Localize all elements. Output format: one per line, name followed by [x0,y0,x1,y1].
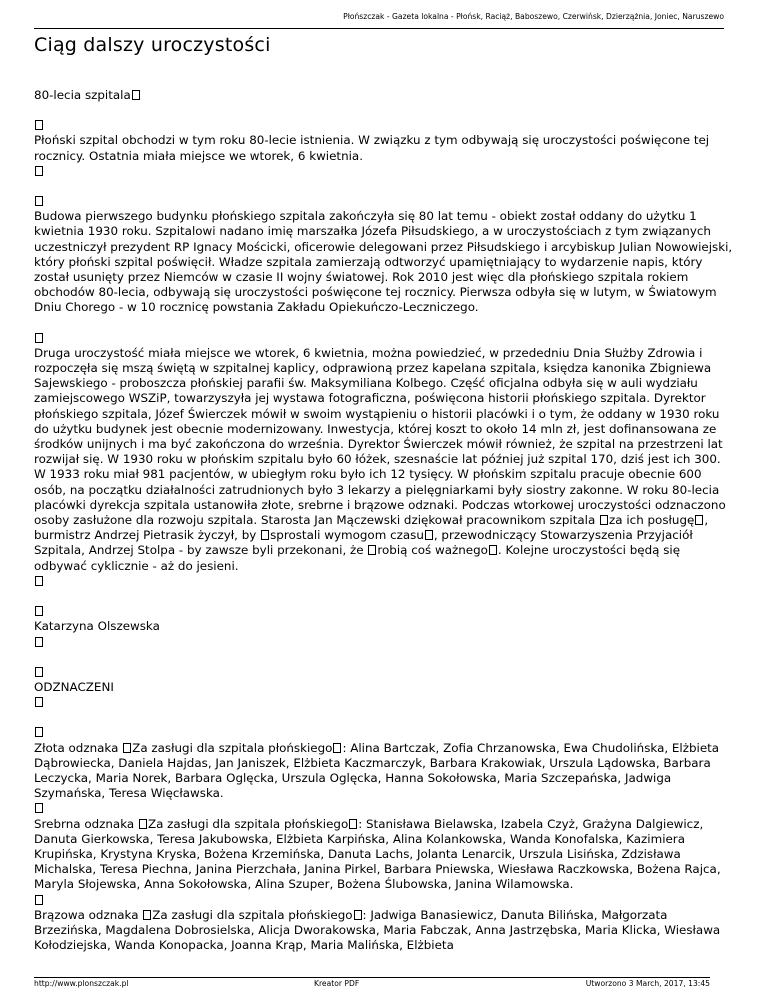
article-body [34,88,734,953]
ceremony-text-1: Druga uroczystość miała miejsce we wtorek, 6 kwietnia, można powiedzieć, w przededniu Dnia Służby Zdrowia i rozpoczęła się mszą świętą w szpitalnej kaplicy, odprawioną przez kapelana szpitala, księdza kanonika Zbigniewa Sajewskiego - proboszcza płońskiej parafii św. Maksymiliana Kolbego. Część oficjalna odbyła się w auli wydziału zamiejscowego WSZiP, towarzyszyła jej wystawa fotograficzna, poświęcona historii płońskiego szpitala. Dyrektor płońskiego szpitala, Józef Świerczek mówił w swoim wystąpieniu o historii placówki i o tym, że oddany w 1930 roku do użytku budynek jest obecnie modernizowany. Inwestycja, której koszt to około 14 mln zł, jest dofinansowana ze środków unijnych i ma być zakończona do września. Dyrektor Świerczek mówił również, że szpital na przestrzeni lat rozwijał się. W 1930 roku w płońskim szpitalu było 60 łóżek, szesnaście lat później już szpital 170, dziś jest ich 300. W 1933 roku miał 981 pacjentów, w ubiegłym roku było ich 12 tysięcy. W płońskim szpitalu pracuje obecnie 600 osób, na początku działalności zatrudnionych było 3 lekarzy a pielęgniarkami były siostry zakonne. W roku 80-lecia placówki dyrekcja szpitala ustanowiła złote, srebrne i brązowe odznaki. Podczas wtorkowej uroczystości odznaczono osoby zasłużone dla rozwoju szpitala. Starosta Jan Mączewski dziękował pracownikom szpitala [34,345,726,528]
gold-recipients: : Alina Bartczak, Zofia Chrzanowska, Ewa Chudolińska, Elżbieta Dąbrowiecka, Daniela Hajdas, Jan Janiszek, Elżbieta Kaczmarczyk, Barbara Krakowiak, Urszula Lądowska, Barbara Leczycka, Maria Norek, Barbara Oglęcka, Urszula Oglęcka, Hanna Sokołowska, Maria Szczepańska, Jadwiga Szymańska, Teresa Więcławska. [34,740,720,801]
missing-glyph-icon [261,530,269,540]
page-header [34,10,724,29]
bronze-recipients: : Jadwiga Banasiewicz, Danuta Bilińska, Małgorzata Brzezińska, Magdalena Dobrosielska, Alicja Dworakowska, Maria Fabczak, Anna Jastrzębska, Maria Klicka, Wiesława Kołodziejska, Wanda Konopacka, Joanna Krąp, Maria Malińska, Elżbieta [34,907,721,953]
missing-glyph-icon [35,637,43,647]
paragraph-awards [34,725,734,953]
bronze-award-name: Za zasługi dla szpitala płońskiego [152,907,353,922]
paragraph-author [34,604,734,650]
missing-glyph-icon [354,910,362,920]
missing-glyph-icon [35,196,43,206]
missing-glyph-icon [35,667,43,677]
missing-glyph-icon [35,576,43,586]
gold-label: Złota odznaka [34,740,123,755]
silver-recipients: : Stanisława Bielawska, Izabela Czyż, Grażyna Dalgiewicz, Danuta Gierkowska, Teresa Jakubowska, Elżbieta Karpińska, Alina Kolankowska, Wanda Konofalska, Kazimiera Krupińska, Krystyna Kryska, Bożena Krzemińska, Danuta Lachs, Jolanta Lenarcik, Urszula Lisińska, Zdzisława Michalska, Teresa Piechna, Janina Pierzchała, Janina Pirkel, Barbara Pniewska, Wiesława Raczkowska, Bożena Rajca, Maryla Słojewska, Anna Sokołowska, Alina Szuper, Bożena Ślubowska, Janina Wilamowska. [34,816,721,892]
ceremony-text-6: robią coś ważnego [377,543,488,558]
intro-text: Płoński szpital obchodzi w tym roku 80-lecie istnienia. W związku z tym odbywają się uroczystości poświęcone tej rocznicy. Ostatnia miała miejsce we wtorek, 6 kwietnia. [34,133,710,163]
missing-glyph-icon [425,530,433,540]
missing-glyph-icon [35,727,43,737]
author-name: Katarzyna Olszewska [34,619,160,634]
missing-glyph-icon [123,743,131,753]
missing-glyph-icon [349,819,357,829]
missing-glyph-icon [35,895,43,905]
subtitle-text: 80-lecia szpitala [34,88,131,102]
footer-url-link[interactable]: http://www.plonszczak.pl [34,979,129,988]
ceremony-text-2: za ich posługę [609,513,695,528]
missing-glyph-icon [35,803,43,813]
missing-glyph-icon [143,910,151,920]
bronze-label: Brązowa odznaka [34,907,143,922]
header-text: Płońszczak - Gazeta lokalna - Płońsk, Raciąż, Baboszewo, Czerwińsk, Dzierzążnia, Joniec, Naruszewo [343,12,724,21]
missing-glyph-icon [139,819,147,829]
missing-glyph-icon [35,333,43,343]
silver-label: Srebrna odznaka [34,816,138,831]
missing-glyph-icon [695,515,703,525]
missing-glyph-icon [35,120,43,130]
missing-glyph-icon [600,515,608,525]
missing-glyph-icon [35,697,43,707]
missing-glyph-icon [132,90,140,100]
missing-glyph-icon [368,545,376,555]
missing-glyph-icon [489,545,497,555]
paragraph-intro [34,118,734,179]
gold-award-name: Za zasługi dla szpitala płońskiego [132,740,333,755]
page-footer [34,977,710,990]
footer-generator: Kreator PDF [314,979,360,988]
paragraph-heading-awarded [34,665,734,711]
missing-glyph-icon [35,166,43,176]
paragraph-ceremony [34,331,734,589]
article-title: Ciąg dalszy uroczystości [34,34,271,56]
ceremony-text-3: , burmistrz Andrzej Pietrasik życzył, by [34,513,709,543]
paragraph-history [34,194,734,316]
ceremony-text-5: , przewodniczący Stowarzyszenia Przyjaciół Szpitala, Andrzej Stolpa - by zawsze byli przekonani, że [34,528,693,558]
ceremony-text-4: sprostali wymogom czasu [270,528,424,543]
missing-glyph-icon [35,606,43,616]
history-text: Budowa pierwszego budynku płońskiego szpitala zakończyła się 80 lat temu - obiekt został oddany do użytku 1 kwietnia 1930 roku. Szpitalowi nadano imię marszałka Józefa Piłsudskiego, a w uroczystościach z tym związanych uczestniczył prezydent RP Ignacy Mościcki, oficerowie delegowani przez Piłsudskiego i arcybiskup Julian Nowowiejski, który płoński szpital poświęcił. Władze szpitala zamierzają odtworzyć upamiętniający to wydarzenie napis, który został usunięty przez Niemców w czasie II wojny światowej. Rok 2010 jest więc dla płońskiego szpitala rokiem obchodów 80-lecia, odbywają się uroczystości poświęcone tej rocznicy. Pierwsza odbyła się w lutym, w Światowym Dniu Chorego - w 10 rocznicę powstania Zakładu Opiekuńczo-Leczniczego. [34,209,733,315]
silver-award-name: Za zasługi dla szpitala płońskiego [147,816,349,831]
paragraph-subtitle [34,88,734,103]
footer-created: Utworzono 3 March, 2017, 13:45 [585,979,710,988]
missing-glyph-icon [333,743,341,753]
ceremony-text-7: . Kolejne uroczystości będą się odbywać cyklicznie - aż do jesieni. [34,543,681,573]
awarded-heading: ODZNACZENI [34,679,114,694]
